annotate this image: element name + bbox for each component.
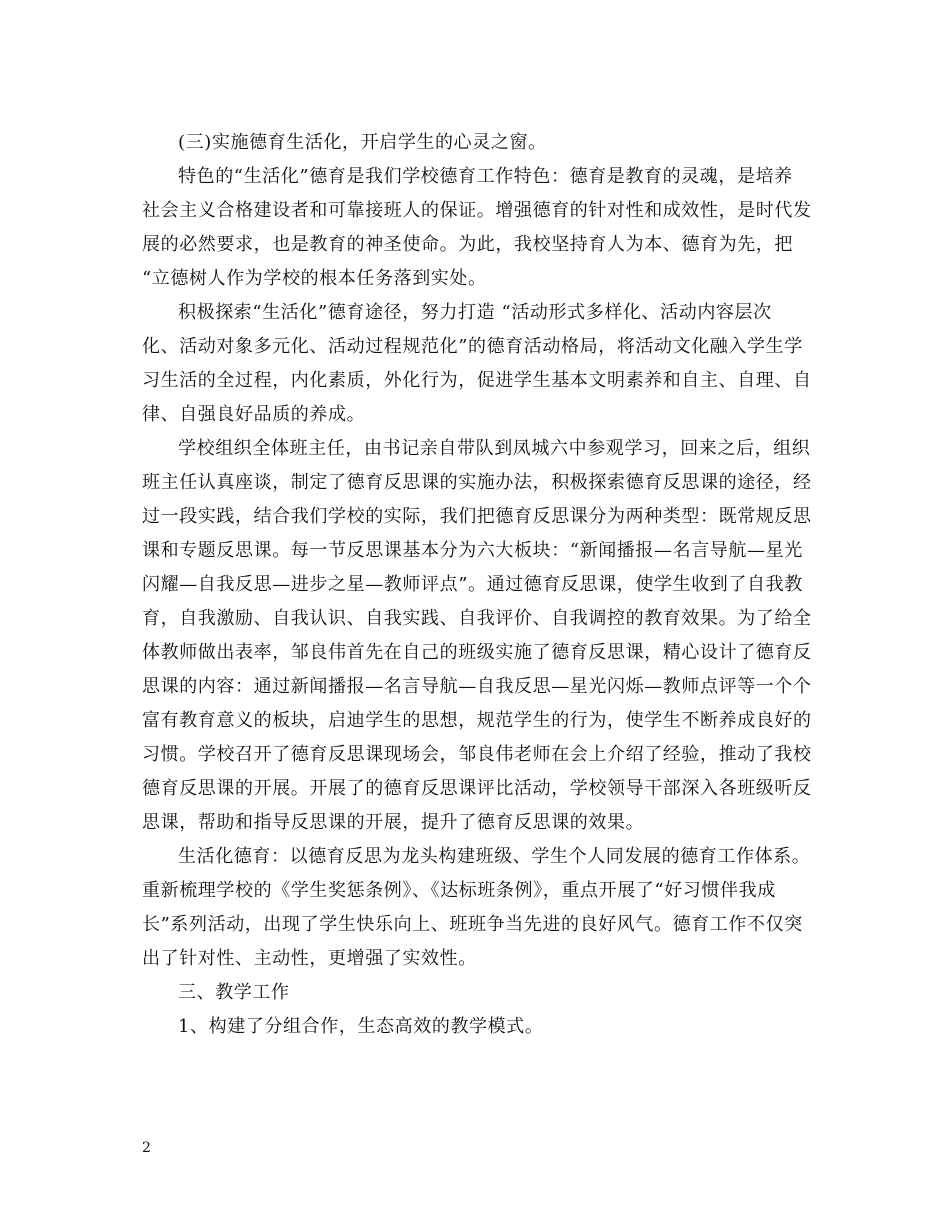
paragraph-line: 课和专题反思课。每一节反思课基本分为六大板块：“新闻播报—名言导航—星光 — [142, 540, 803, 561]
section-heading: (三)实施德育生活化，开启学生的心灵之窗。 — [178, 132, 547, 153]
paragraph-line: 积极探索“生活化”德育途径，努力打造 “活动形式多样化、活动内容层次 — [178, 302, 772, 323]
paragraph-line: 化、活动对象多元化、活动过程规范化”的德育活动格局，将活动文化融入学生学 — [142, 336, 803, 357]
paragraph-line: 德育反思课的开展。开展了的德育反思课评比活动，学校领导干部深入各班级听反 — [142, 778, 812, 799]
section-heading: 三、教学工作 — [178, 982, 290, 1003]
paragraph-line: 闪耀—自我反思—进步之星—教师评点”。通过德育反思课，使学生收到了自我教 — [142, 574, 803, 595]
paragraph-line: 育，自我激励、自我认识、自我实践、自我评价、自我调控的教育效果。为了给全 — [142, 608, 812, 629]
paragraph-line: “立德树人作为学校的根本任务落到实处。 — [142, 268, 487, 289]
paragraph-line: 习惯。学校召开了德育反思课现场会，邹良伟老师在会上介绍了经验，推动了我校 — [142, 744, 812, 765]
paragraph-line: 思课的内容：通过新闻播报—名言导航—自我反思—星光闪烁—教师点评等一个个 — [142, 676, 812, 697]
paragraph-line: 展的必然要求，也是教育的神圣使命。为此，我校坚持育人为本、德育为先，把 — [142, 234, 793, 255]
paragraph-line: 习生活的全过程，内化素质，外化行为，促进学生基本文明素养和自主、自理、自 — [142, 370, 812, 391]
paragraph-line: 特色的“生活化”德育是我们学校德育工作特色：德育是教育的灵魂，是培养 — [178, 166, 793, 187]
page-number: 2 — [142, 1140, 151, 1156]
paragraph-line: 生活化德育：以德育反思为龙头构建班级、学生个人同发展的德育工作体系。 — [178, 846, 811, 867]
paragraph-line: 体教师做出表率，邹良伟首先在自己的班级实施了德育反思课，精心设计了德育反 — [142, 642, 812, 663]
paragraph-line: 长”系列活动，出现了学生快乐向上、班班争当先进的良好风气。德育工作不仅突 — [142, 914, 803, 935]
paragraph-line: 出了针对性、主动性，更增强了实效性。 — [142, 948, 477, 969]
paragraph-line: 律、自强良好品质的养成。 — [142, 404, 366, 425]
paragraph-line: 班主任认真座谈，制定了德育反思课的实施办法，积极探索德育反思课的途径，经 — [142, 472, 812, 493]
document-body — [142, 126, 812, 1044]
paragraph-line: 重新梳理学校的《学生奖惩条例》、《达标班条例》，重点开展了“好习惯伴我成 — [142, 880, 776, 901]
paragraph-line: 思课，帮助和指导反思课的开展，提升了德育反思课的效果。 — [142, 812, 645, 833]
paragraph-line: 社会主义合格建设者和可靠接班人的保证。增强德育的针对性和成效性，是时代发 — [142, 200, 812, 221]
paragraph-line: 过一段实践，结合我们学校的实际，我们把德育反思课分为两种类型：既常规反思 — [142, 506, 812, 527]
paragraph-line: 学校组织全体班主任，由书记亲自带队到凤城六中参观学习，回来之后，组织 — [178, 438, 811, 459]
paragraph-line: 富有教育意义的板块，启迪学生的思想，规范学生的行为，使学生不断养成良好的 — [142, 710, 812, 731]
subsection-heading: 1、构建了分组合作，生态高效的教学模式。 — [178, 1016, 544, 1037]
